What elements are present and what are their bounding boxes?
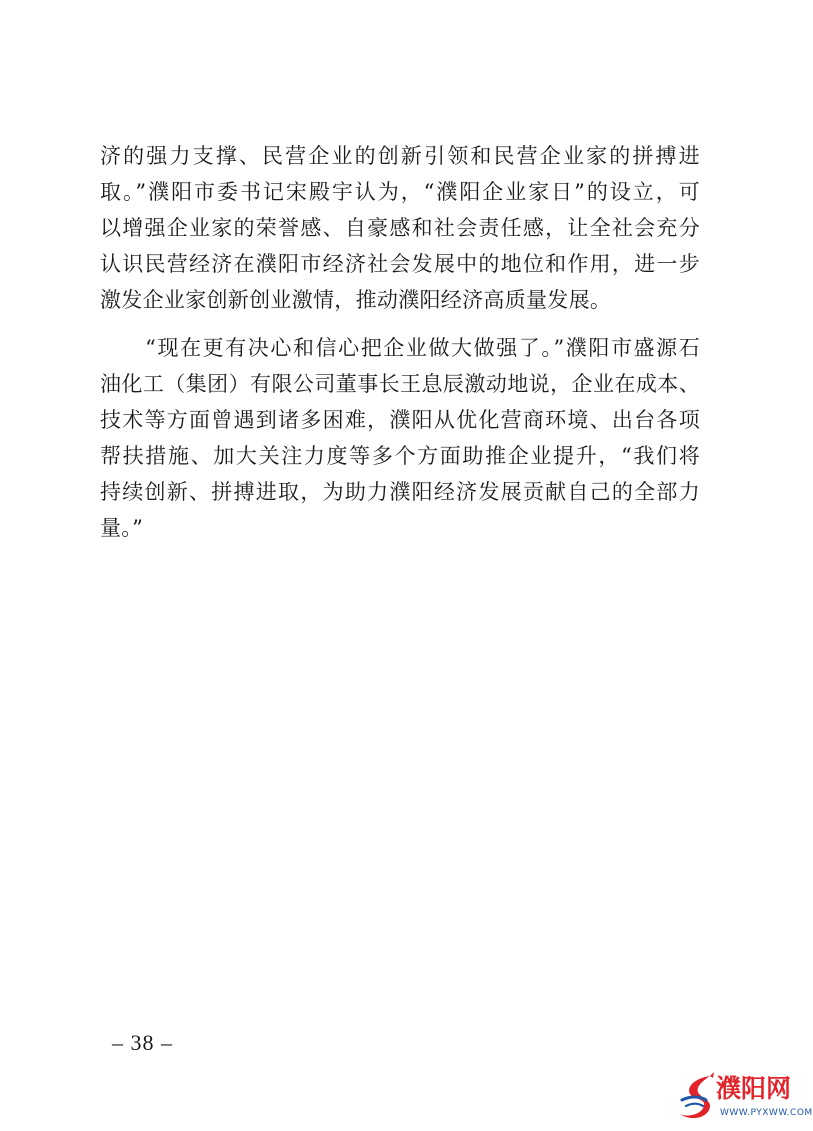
puyang-logo-icon: [676, 1070, 720, 1126]
text-line: 油化工（集团）有限公司董事长王息辰激动地说，企业在成本、: [100, 372, 700, 396]
text-line: 激发企业家创新创业激情，推动濮阳经济高质量发展。: [100, 288, 612, 312]
text-line: “现在更有决心和信心把企业做大做强了。”濮阳市盛源石: [100, 336, 700, 360]
text-line: 认识民营经济在濮阳市经济社会发展中的地位和作用，进一步: [100, 252, 700, 276]
text-line: 持续创新、拼搏进取，为助力濮阳经济发展贡献自己的全部力: [100, 480, 700, 504]
text-line: 以增强企业家的荣誉感、自豪感和社会责任感，让全社会充分: [100, 216, 700, 240]
text-line: 济的强力支撑、民营企业的创新引领和民营企业家的拼搏进: [100, 144, 700, 168]
text-line: 技术等方面曾遇到诸多困难，濮阳从优化营商环境、出台各项: [100, 408, 700, 432]
text-line: 量。”: [100, 516, 144, 540]
text-line: 帮扶措施、加大关注力度等多个方面助推企业提升，“我们将: [100, 444, 700, 468]
site-name: 濮阳网: [716, 1074, 792, 1103]
text-line: 取。”濮阳市委书记宋殿宇认为，“濮阳企业家日”的设立，可: [100, 180, 700, 204]
site-watermark[interactable]: [676, 1070, 813, 1128]
page-number: – 38 –: [112, 1030, 173, 1055]
site-url[interactable]: WWW.PYXWW.COM: [720, 1108, 813, 1118]
